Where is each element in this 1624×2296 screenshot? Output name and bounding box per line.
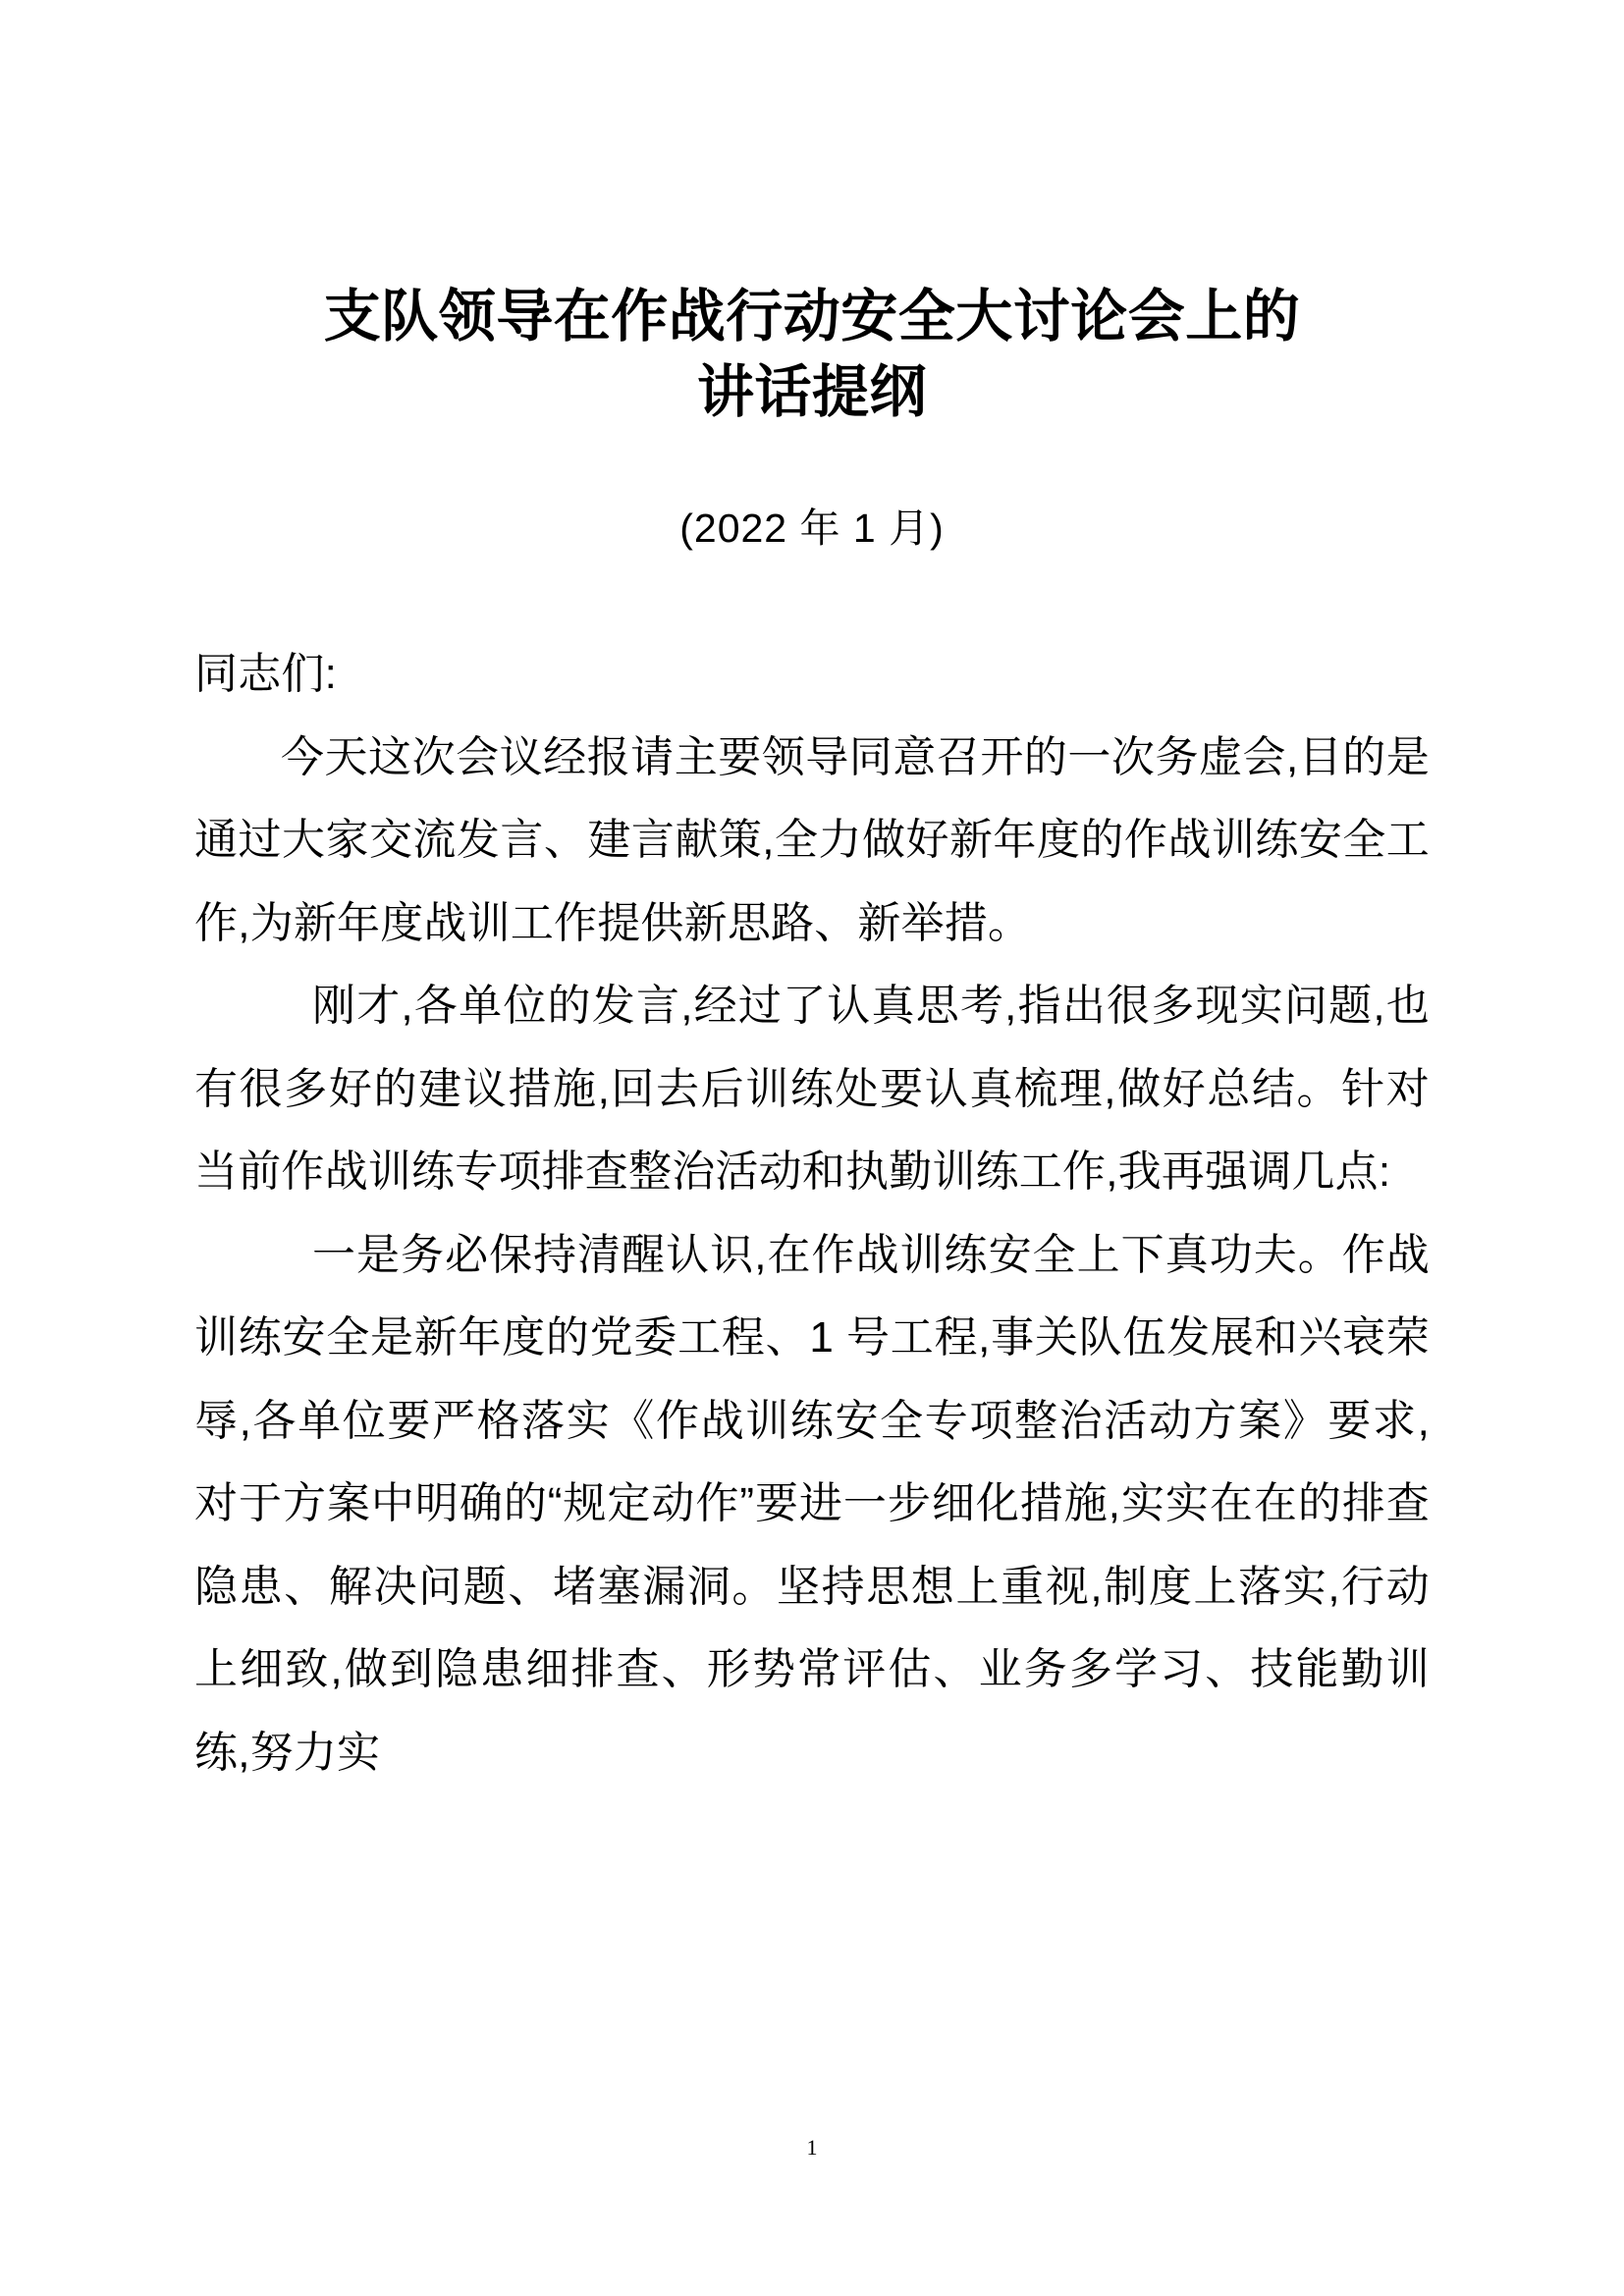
document-title-line-2: 讲话提纲 (696, 359, 927, 424)
salutation: 同志们: (194, 650, 338, 699)
document-title-line-1: 支队领导在作战行动安全大讨论会上的 (323, 285, 1301, 348)
document-body (194, 557, 1430, 1794)
page-number: 1 (806, 2135, 818, 2160)
page-content (194, 0, 1430, 1794)
body-paragraph-3: 一是务必保持清醒认识,在作战训练安全上下真功夫。作战训练安全是新年度的党委工程、1 号工程,事关队伍发展和兴衰荣辱,各单位要严格落实《作战训练安全专项整治活动方案》要求,对于方案中明确的“规定动作”要进一步细化措施,实实在在的排查隐患、解决问题、堵塞漏洞。坚持思想上重视,制度上落实,行动上细致,做到隐患细排查、形势常评估、业务多学习、技能勤训练,努力实 (194, 1230, 1430, 1777)
body-paragraph-1: 今天这次会议经报请主要领导同意召开的一次务虚会,目的是通过大家交流发言、建言献策,全力做好新年度的作战训练安全工作,为新年度战训工作提供新思路、新举措。 (194, 732, 1430, 947)
document-date: (2022 年 1 月) (679, 506, 945, 552)
document-title (194, 0, 1430, 430)
body-paragraph-2: 刚才,各单位的发言,经过了认真思考,指出很多现实问题,也有很多好的建议措施,回去后训练处要认真梳理,做好总结。针对当前作战训练专项排查整治活动和执勤训练工作,我再强调几点: (194, 982, 1430, 1197)
